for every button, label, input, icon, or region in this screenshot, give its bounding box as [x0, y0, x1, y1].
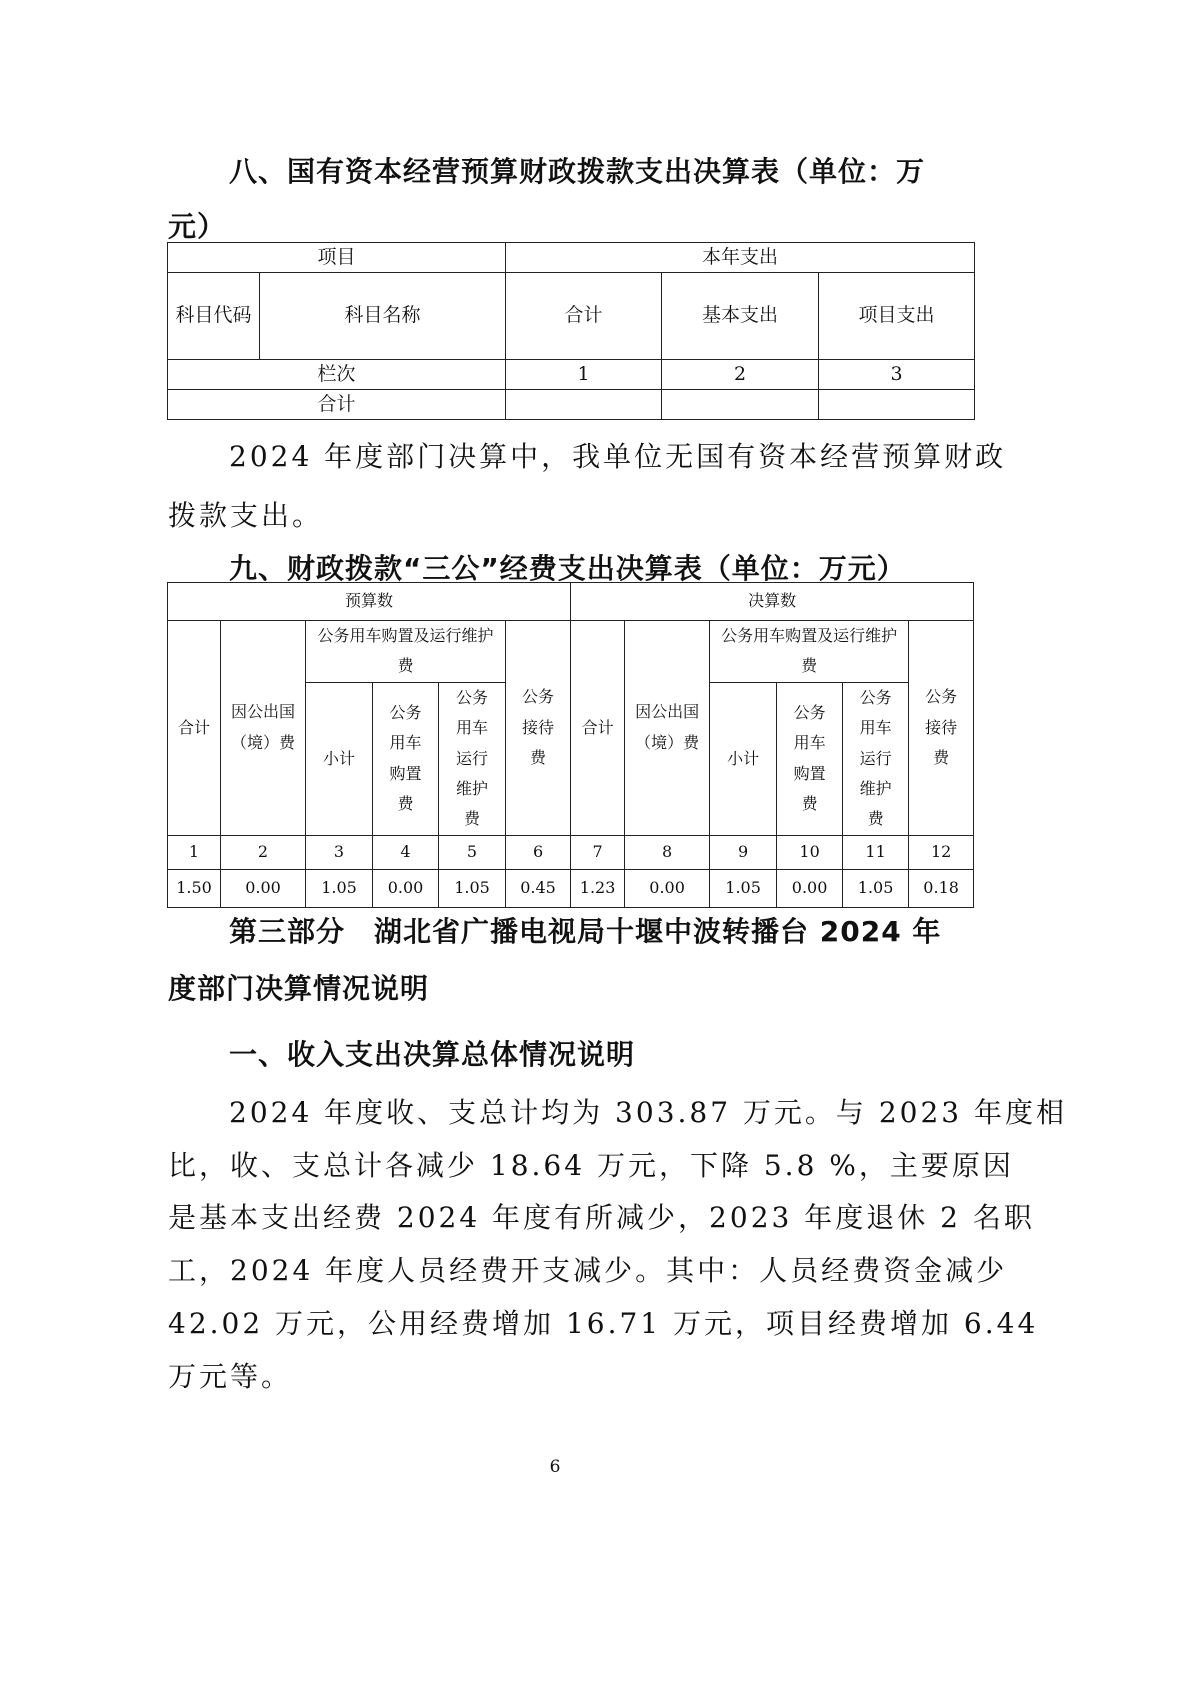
value-cell: 1.05 — [306, 869, 373, 907]
column-number: 8 — [625, 835, 710, 869]
budget-header: 预算数 — [168, 583, 571, 621]
state-capital-budget-table — [167, 242, 975, 420]
page-number: 6 — [549, 1457, 561, 1477]
column-number: 9 — [710, 835, 777, 869]
column-number: 2 — [221, 835, 306, 869]
header-project: 项目 — [168, 243, 506, 273]
budget-total-header: 合计 — [168, 621, 221, 836]
section9-title: 九、财政拨款“三公”经费支出决算表（单位：万元） — [229, 552, 906, 585]
header-year-expense: 本年支出 — [506, 243, 975, 273]
column-number: 6 — [506, 835, 571, 869]
header-project-expense: 项目支出 — [819, 273, 975, 360]
value-cell: 1.23 — [571, 869, 625, 907]
part3-subheading: 一、收入支出决算总体情况说明 — [229, 1038, 636, 1071]
final-vehicle-group-header: 公务用车购置及运行维护费 — [710, 621, 909, 683]
final-vehicle-purchase-header: 公务用车购置费 — [777, 682, 843, 835]
three-public-expenses-table — [167, 582, 974, 908]
header-subject-name: 科目名称 — [260, 273, 506, 360]
final-subtotal-header: 小计 — [710, 682, 777, 835]
section8-title-line1: 八、国有资本经营预算财政拨款支出决算表（单位：万 — [229, 155, 926, 188]
section8-title-line2: 元） — [168, 210, 227, 243]
section8-note-line1: 2024 年度部门决算中，我单位无国有资本经营预算财政 — [229, 440, 1007, 473]
basic-value-cell — [662, 390, 819, 420]
budget-vehicle-purchase-header: 公务用车购置费 — [373, 682, 439, 835]
budget-subtotal-header: 小计 — [306, 682, 373, 835]
part3-title-line2: 度部门决算情况说明 — [168, 972, 430, 1005]
section8-note-line2: 拨款支出。 — [168, 499, 324, 532]
value-cell: 0.00 — [777, 869, 843, 907]
value-cell: 1.50 — [168, 869, 221, 907]
row-column-index-label: 栏次 — [168, 360, 506, 390]
column-number: 4 — [373, 835, 439, 869]
paragraph-line: 是基本支出经费 2024 年度有所减少，2023 年度退休 2 名职 — [168, 1201, 1035, 1234]
budget-reception-header: 公务接待费 — [506, 621, 571, 836]
final-abroad-header: 因公出国（境）费 — [625, 621, 710, 836]
column-number: 5 — [439, 835, 506, 869]
header-total: 合计 — [506, 273, 662, 360]
column-number: 3 — [306, 835, 373, 869]
part3-title-line1: 第三部分 湖北省广播电视局十堰中波转播台 2024 年 — [229, 915, 942, 948]
header-subject-code: 科目代码 — [168, 273, 260, 360]
final-header: 决算数 — [571, 583, 974, 621]
paragraph-line: 2024 年度收、支总计均为 303.87 万元。与 2023 年度相 — [229, 1096, 1067, 1129]
paragraph-line: 万元等。 — [168, 1360, 293, 1393]
value-cell: 0.18 — [909, 869, 974, 907]
budget-vehicle-group-header: 公务用车购置及运行维护费 — [306, 621, 506, 683]
paragraph-line: 工，2024 年度人员经费开支减少。其中：人员经费资金减少 — [168, 1254, 1008, 1287]
value-cell: 0.45 — [506, 869, 571, 907]
column-number: 1 — [506, 360, 662, 390]
final-vehicle-maint-header: 公务用车运行维护费 — [843, 682, 909, 835]
header-basic-expense: 基本支出 — [662, 273, 819, 360]
column-number: 7 — [571, 835, 625, 869]
column-number: 2 — [662, 360, 819, 390]
value-cell: 1.05 — [843, 869, 909, 907]
value-cell: 1.05 — [439, 869, 506, 907]
budget-vehicle-maint-header: 公务用车运行维护费 — [439, 682, 506, 835]
final-reception-header: 公务接待费 — [909, 621, 974, 836]
total-value-cell — [506, 390, 662, 420]
column-number: 11 — [843, 835, 909, 869]
column-number: 12 — [909, 835, 974, 869]
column-number: 1 — [168, 835, 221, 869]
paragraph-line: 比，收、支总计各减少 18.64 万元，下降 5.8 %，主要原因 — [168, 1149, 1014, 1182]
value-cell: 1.05 — [710, 869, 777, 907]
value-cell: 0.00 — [221, 869, 306, 907]
project-value-cell — [819, 390, 975, 420]
final-total-header: 合计 — [571, 621, 625, 836]
column-number: 10 — [777, 835, 843, 869]
budget-abroad-header: 因公出国（境）费 — [221, 621, 306, 836]
value-cell: 0.00 — [373, 869, 439, 907]
value-cell: 0.00 — [625, 869, 710, 907]
column-number: 3 — [819, 360, 975, 390]
row-total-label: 合计 — [168, 390, 506, 420]
paragraph-line: 42.02 万元，公用经费增加 16.71 万元，项目经费增加 6.44 — [168, 1307, 1039, 1340]
